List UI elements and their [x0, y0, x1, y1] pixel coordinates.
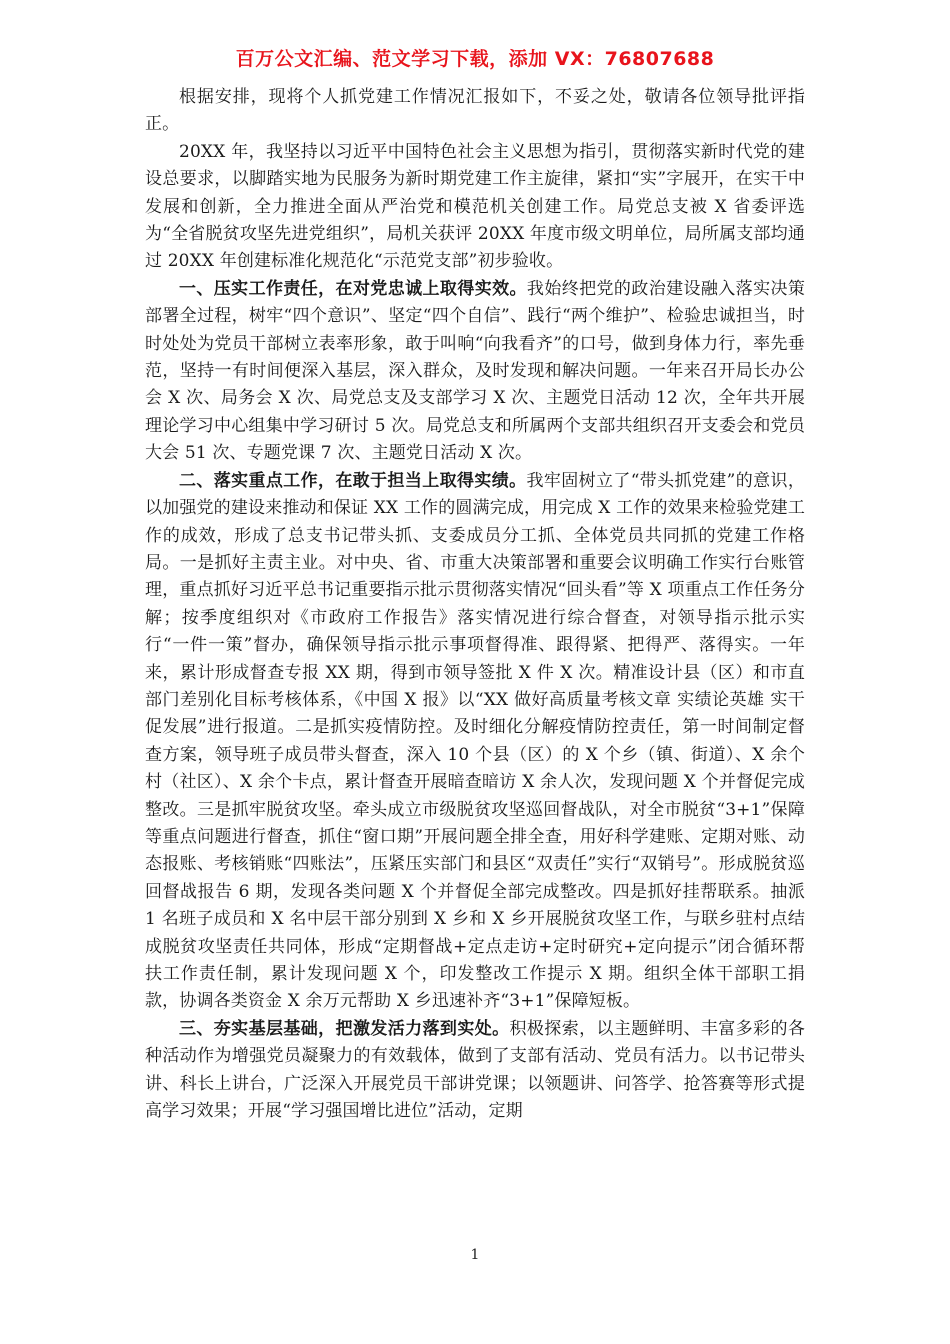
section-heading: 二、落实重点工作，在敢于担当上取得实绩。: [179, 470, 527, 491]
paragraph-text: 我始终把党的政治建设融入落实决策部署全过程，树牢“四个意识”、坚定“四个自信”、践行“两个维护”、检验忠诚担当，时时处处为党员干部树立表率形象，敢于叫响“向我看齐”的口号，做到身体力行，率先垂范，坚持一有时间便深入基层，深入群众，及时发现和解决问题。一年来召开局长办公会 X 次、局务会 X 次、局党总支及支部学习 X 次、主题党日活动 12 次，全年共开展理论学习中心组集中学习研讨 5 次。局党总支和所属两个支部共组织召开支委会和党员大会 51 次、专题党课 7 次、主题党日活动 X 次。: [145, 278, 806, 464]
paragraph-text: 20XX 年，我坚持以习近平中国特色社会主义思想为指引，贯彻落实新时代党的建设总要求，以脚踏实地为民服务为新时期党建工作主旋律，紧扣“实”字展开，在实干中发展和创新，全力推进全面从严治党和模范机关创建工作。局党总支被 X 省委评选为“全省脱贫攻坚先进党组织”，局机关获评 20XX 年度市级文明单位，局所属支部均通过 20XX 年创建标准化规范化“示范党支部”初步验收。: [145, 141, 805, 272]
section-heading: 三、夯实基层基础，把激发活力落到实处。: [179, 1018, 510, 1039]
watermark-banner: 百万公文汇编、范文学习下载，添加 VX：76807688: [235, 48, 715, 70]
paragraph-summary: [145, 139, 805, 276]
section-heading: 一、压实工作责任，在对党忠诚上取得实效。: [179, 278, 527, 299]
paragraph-section-3: [145, 1016, 805, 1126]
page-number: 1: [470, 1247, 480, 1263]
paragraph-text: 根据安排，现将个人抓党建工作情况汇报如下，不妥之处，敬请各位领导批评指正。: [145, 87, 805, 135]
paragraph-section-2: [145, 468, 805, 1016]
paragraph-intro: [145, 84, 805, 139]
paragraph-text: 我牢固树立了“带头抓党建”的意识，以加强党的建设来推动和保证 XX 工作的圆满完成，用完成 X 工作的效果来检验党建工作的成效，形成了总支书记带头抓、支委成员分工抓、全体党员共同抓的党建工作格局。一是抓好主责主业。对中央、省、市重大决策部署和重要会议明确工作实行台账管理，重点抓好习近平总书记重要指示批示贯彻落实情况“回头看”等 X 项重点工作任务分解；按季度组织对《市政府工作报告》落实情况进行综合督查，对领导指示批示实行“一件一策”督办，确保领导指示批示事项督得准、跟得紧、把得严、落得实。一年来，累计形成督查专报 XX 期，得到市领导签批 X 件 X 次。精准设计县（区）和市直部门差别化目标考核体系，《中国 X 报》以“XX 做好高质量考核文章 实绩论英雄 实干促发展”进行报道。二是抓实疫情防控。及时细化分解疫情防控责任，第一时间制定督查方案，领导班子成员带头督查，深入 10 个县（区）的 X 个乡（镇、街道）、X 余个村（社区）、X 余个卡点，累计督查开展暗查暗访 X 余人次，发现问题 X 个并督促完成整改。三是抓牢脱贫攻坚。牵头成立市级脱贫攻坚巡回督战队，对全市脱贫“3+1”保障等重点问题进行督查，抓住“窗口期”开展问题全排全查，用好科学建账、定期对账、动态报账、考核销账“四账法”，压紧压实部门和县区“双责任”实行“双销号”。形成脱贫巡回督战报告 6 期，发现各类问题 X 个并督促全部完成整改。四是抓好挂帮联系。抽派 1 名班子成员和 X 名中层干部分别到 X 乡和 X 乡开展脱贫攻坚工作，与联乡驻村点结成脱贫攻坚责任共同体，形成“定期督战+定点走访+定时研究+定向提示”闭合循环帮扶工作责任制，累计发现问题 X 个，印发整改工作提示 X 期。组织全体干部职工捐款，协调各类资金 X 余万元帮助 X 乡迅速补齐“3+1”保障短板。: [145, 470, 805, 1012]
paragraph-section-1: [145, 276, 805, 468]
document-body: [145, 84, 805, 1125]
paragraph-text: 积极探索，以主题鲜明、丰富多彩的各种活动作为增强党员凝聚力的有效载体，做到了支部有活动、党员有活力。以书记带头讲、科长上讲台，广泛深入开展党员干部讲党课；以领题讲、问答学、抢答赛等形式提高学习效果；开展“学习强国增比进位”活动，定期: [145, 1018, 805, 1122]
